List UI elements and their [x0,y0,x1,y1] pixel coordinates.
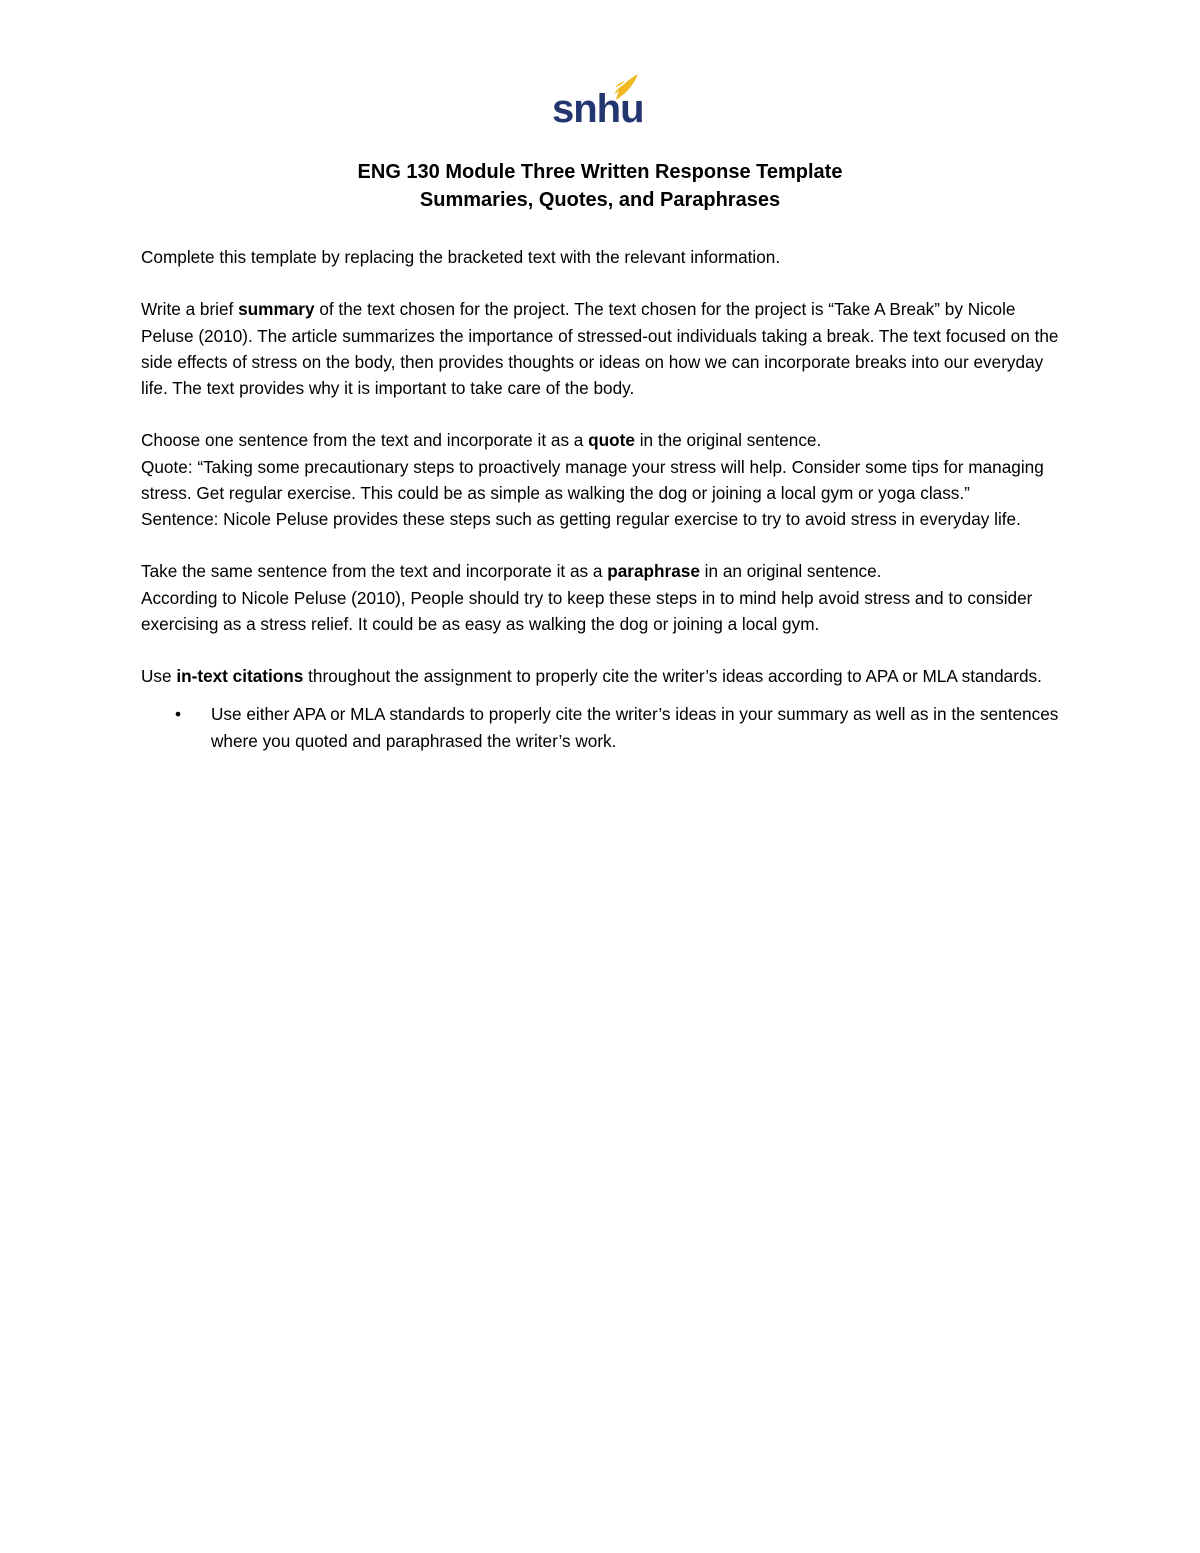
summary-lead: Write a brief [141,299,239,320]
instructions-paragraph: Complete this template by replacing the bracketed text with the relevant information. [141,247,781,267]
quote-line: Quote: “Taking some precautionary steps to proactively manage your stress will help. Consider some tips for managing stress. Get regular exercise. This could be as simple as walking the dog or joining a local gym or yoga class.” [141,456,1044,503]
bullet-icon: • [175,704,182,725]
document-body [141,244,1066,754]
summary-text: of the text chosen for the project. The text chosen for the project is “Take A Break” by Nicole Peluse (2010). The article summarizes the importance of stressed-out individuals taking a break. The text focused on the side effects of stress on the body, then provides thoughts or ideas on how we can incorporate breaks into our everyday life. The text provides why it is important to take care of the body. [141,299,1059,398]
summary-keyword: summary [238,299,315,320]
paraphrase-keyword: paraphrase [607,561,700,582]
bullet-text: Use either APA or MLA standards to properly cite the writer’s ideas in your summary as well as in the sentences where you quoted and paraphrased the writer’s work. [211,704,1059,751]
citation-keyword: in-text citations [176,666,304,687]
list-item [141,701,1066,753]
logo-wordmark: snhu [552,87,644,131]
document-title-block [0,158,1200,214]
citation-tail: throughout the assignment to properly cite the writer’s ideas according to APA or MLA standards. [303,666,1042,687]
paraphrase-tail: in an original sentence. [699,561,882,582]
paraphrase-text: According to Nicole Peluse (2010), People should try to keep these steps in to mind help avoid stress and to consider exercising as a stress relief. It could be as easy as walking the dog or joining a local gym. [141,587,1033,634]
citation-bullet-list [141,701,1066,753]
paraphrase-lead: Take the same sentence from the text and incorporate it as a [141,561,608,582]
quote-tail: in the original sentence. [634,430,822,451]
quote-keyword: quote [588,430,635,451]
document-title: ENG 130 Module Three Written Response Template [357,161,843,183]
document-subtitle: Summaries, Quotes, and Paraphrases [419,189,781,211]
paraphrase-prompt [141,558,1066,584]
summary-paragraph [141,296,1066,401]
snhu-logo [552,72,644,134]
citation-lead: Use [141,666,177,687]
quote-prompt [141,427,1066,453]
citation-paragraph [141,663,1066,689]
quote-sentence: Sentence: Nicole Peluse provides these steps such as getting regular exercise to try to avoid stress in everyday life. [141,509,1021,529]
quote-lead: Choose one sentence from the text and incorporate it as a [141,430,589,451]
